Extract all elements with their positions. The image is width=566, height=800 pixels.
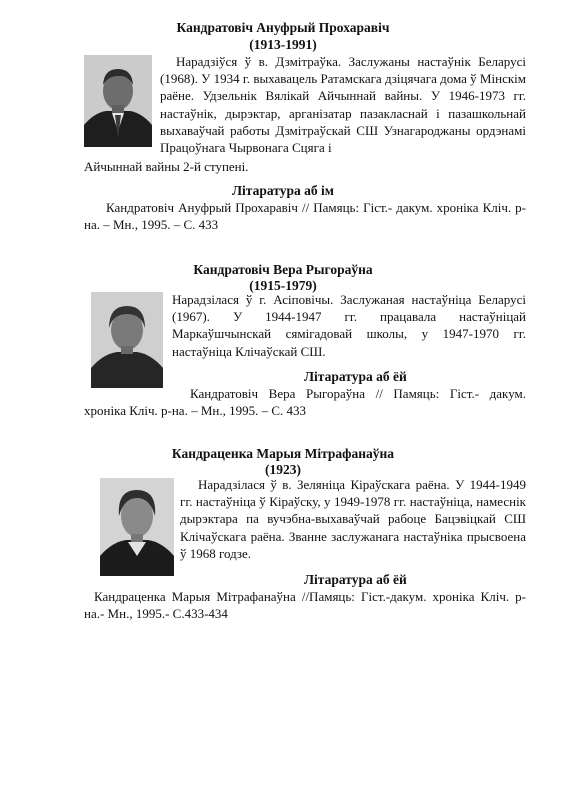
portrait-photo: [100, 478, 174, 576]
biography-text: Нарадзілася ў в. Зеляніца Кіраўскага раёна. У 1944-1949 гг. настаўніца ў Кіраўску, у 1949-1978 гг. настаўніца, намеснік дырэктара па вучэбна-выхаваўчай рабоце Бацэвіцкай СШ Клічаўскага раёна. Званне заслужанага настаўніка прысвоена ў 1968 годзе.: [180, 477, 526, 561]
life-years: (1913-1991): [249, 37, 317, 52]
person-name: Кандратовіч Вера Рыгораўна: [193, 262, 373, 277]
portrait-photo: [84, 55, 152, 147]
life-years: (1923): [265, 462, 301, 477]
biography-text: Нарадзілася ў г. Асіповічы. Заслужаная настаўніца Беларусі (1967). У 1944-1947 гг. працавала настаўніцай Маркаўшчынскай сямігадовай школы, у 1947-1970 гг. настаўніца Клічаўскай СШ.: [172, 292, 526, 359]
person-name: Кандраценка Марыя Мітрафанаўна: [171, 446, 395, 461]
biography-text: Нарадзіўся ў в. Дзмітраўка. Заслужаны настаўнік Беларусі (1968). У 1934 г. выхавацель Ратамскага дзіцячага дома ў Мінскім раёне. Удзельнік Вялікай Айчыннай вайны. У 1946-1973 гг. настаўнік, дырэктар, арганізатар пазакласнай і пазашкольнай выхаваўчай работы Дзмітраўскай СШ Узнагароджаны ордэнамі Працоўнага Чырвонага Сцяга і: [160, 54, 526, 156]
literature-reference: Кандраценка Марыя Мітрафанаўна //Памяць: Гіст.-дакум. хроніка Кліч. р-на.- Мн., 1995.- С.433-434: [84, 589, 526, 621]
literature-reference: Кандратовіч Ануфрый Прохаравіч // Памяць: Гіст.- дакум. хроніка Кліч. р-на. – Мн., 1995. – С. 433: [84, 200, 526, 232]
literature-heading: Літаратура аб ёй: [304, 369, 407, 384]
biography-text-continued: Айчыннай вайны 2-й ступені.: [84, 159, 249, 174]
literature-heading: Літаратура аб ёй: [304, 572, 407, 587]
person-name: Кандратовіч Ануфрый Прохаравіч: [176, 20, 390, 35]
literature-heading: Літаратура аб ім: [232, 183, 334, 198]
life-years: (1915-1979): [249, 278, 317, 293]
literature-reference: Кандратовіч Вера Рыгораўна // Памяць: Гіст.- дакум. хроніка Кліч. р-на. – Мн., 1995. – С. 433: [84, 386, 526, 418]
portrait-photo: [91, 292, 163, 388]
